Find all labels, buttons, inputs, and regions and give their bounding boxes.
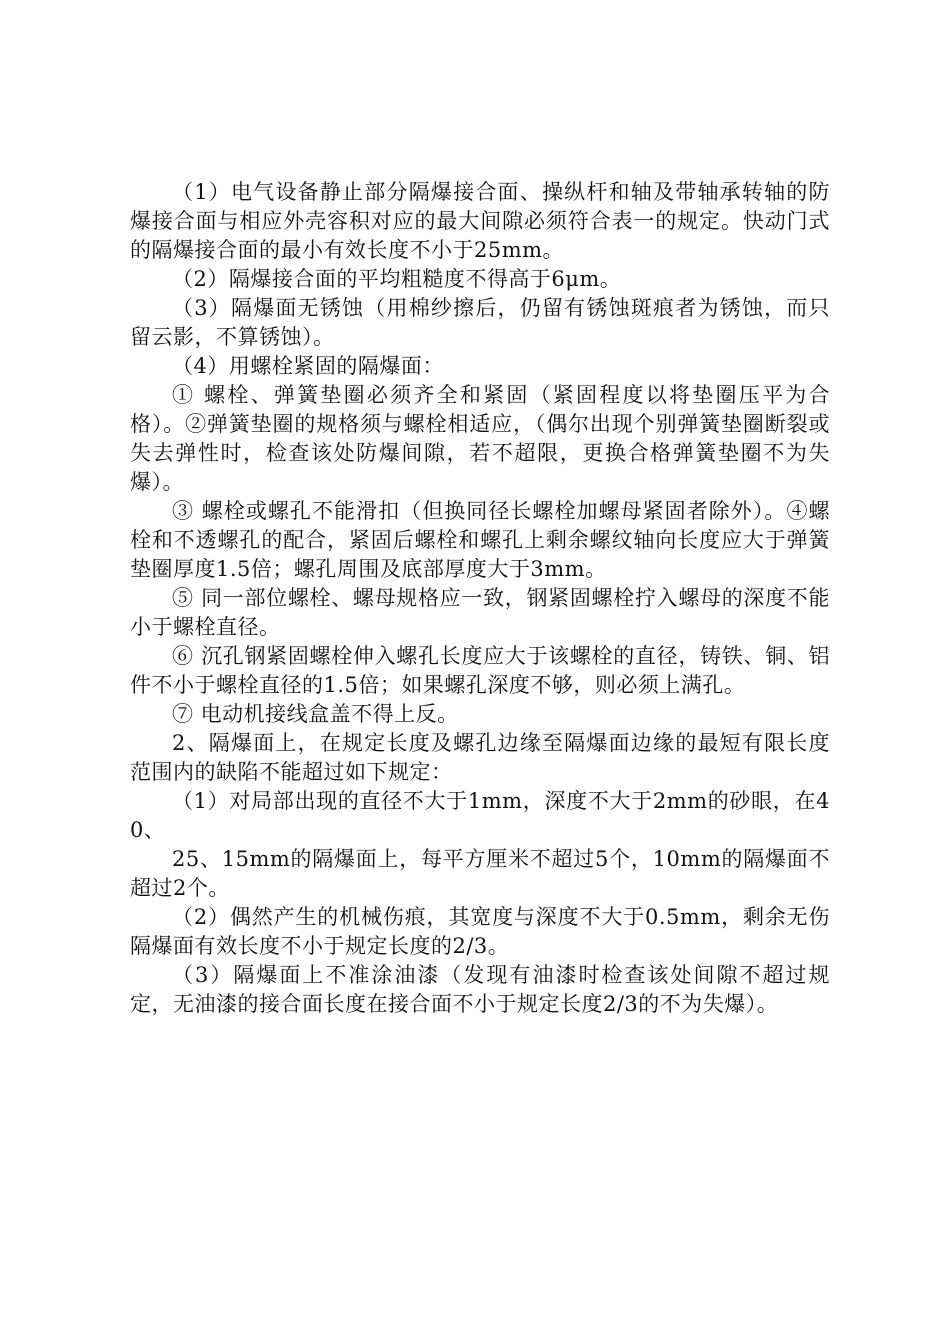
paragraph-14: （3）隔爆面上不准涂油漆（发现有油漆时检查该处间隙不超过规定，无油漆的接合面长度在接合面不小于规定长度2/3的不为失爆）。 bbox=[130, 963, 830, 1016]
paragraph-6: ③ 螺栓或螺孔不能滑扣（但换同径长螺栓加螺母紧固者除外）。④螺栓和不透螺孔的配合，紧固后螺栓和螺孔上剩余螺纹轴向长度应大于弹簧垫圈厚度1.5倍；螺孔周围及底部厚度大于3mm。 bbox=[130, 499, 830, 581]
paragraph-2: （2）隔爆接合面的平均粗糙度不得高于6μm。 bbox=[172, 267, 622, 291]
document-body bbox=[130, 178, 830, 1019]
paragraph-4: （4）用螺栓紧固的隔爆面： bbox=[172, 354, 444, 378]
paragraph-10: 2、隔爆面上，在规定长度及螺孔边缘至隔爆面边缘的最短有限长度范围内的缺陷不能超过如下规定： bbox=[130, 731, 830, 784]
paragraph-7: ⑤ 同一部位螺栓、螺母规格应一致，钢紧固螺栓拧入螺母的深度不能小于螺栓直径。 bbox=[130, 586, 830, 639]
paragraph-5: ① 螺栓、弹簧垫圈必须齐全和紧固（紧固程度以将垫圈压平为合格）。②弹簧垫圈的规格须与螺栓相适应，（偶尔出现个别弹簧垫圈断裂或失去弹性时，检查该处防爆间隙，若不超限，更换合格弹簧垫圈不为失爆）。 bbox=[130, 383, 830, 494]
paragraph-8: ⑥ 沉孔钢紧固螺栓伸入螺孔长度应大于该螺栓的直径，铸铁、铜、铝件不小于螺栓直径的1.5倍；如果螺孔深度不够，则必须上满孔。 bbox=[130, 644, 830, 697]
paragraph-11: （1）对局部出现的直径不大于1mm，深度不大于2mm的砂眼，在40、 bbox=[130, 789, 830, 842]
paragraph-1: （1）电气设备静止部分隔爆接合面、操纵杆和轴及带轴承转轴的防爆接合面与相应外壳容积对应的最大间隙必须符合表一的规定。快动门式的隔爆接合面的最小有效长度不小于25mm。 bbox=[130, 180, 830, 262]
paragraph-13: （2）偶然产生的机械伤痕，其宽度与深度不大于0.5mm，剩余无伤隔爆面有效长度不小于规定长度的2/3。 bbox=[130, 905, 830, 958]
paragraph-9: ⑦ 电动机接线盒盖不得上反。 bbox=[172, 702, 459, 726]
paragraph-12: 25、15mm的隔爆面上，每平方厘米不超过5个，10mm的隔爆面不超过2个。 bbox=[130, 847, 830, 900]
paragraph-3: （3）隔爆面无锈蚀（用棉纱擦后，仍留有锈蚀斑痕者为锈蚀，而只留云影，不算锈蚀）。 bbox=[130, 296, 830, 349]
